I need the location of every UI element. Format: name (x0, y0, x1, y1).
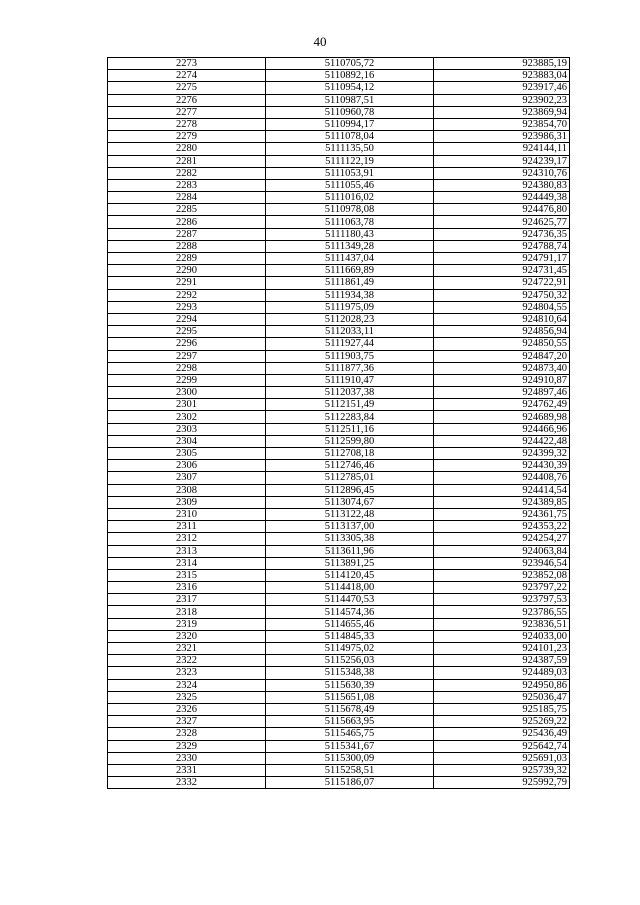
y-coordinate-cell: 923986,31 (434, 131, 570, 143)
x-coordinate-cell: 5112033,11 (266, 326, 434, 338)
table-row (108, 253, 570, 265)
x-coordinate-cell: 5113137,00 (266, 521, 434, 533)
x-coordinate-cell: 5113891,25 (266, 557, 434, 569)
y-coordinate-cell: 924422,48 (434, 435, 570, 447)
point-number-cell: 2326 (108, 703, 266, 715)
y-coordinate-cell: 923917,46 (434, 82, 570, 94)
point-number-cell: 2303 (108, 423, 266, 435)
table-row (108, 167, 570, 179)
point-number-cell: 2310 (108, 508, 266, 520)
table-row (108, 411, 570, 423)
table-row (108, 338, 570, 350)
y-coordinate-cell: 923869,94 (434, 106, 570, 118)
x-coordinate-cell: 5110954,12 (266, 82, 434, 94)
x-coordinate-cell: 5114975,02 (266, 643, 434, 655)
table-row (108, 289, 570, 301)
table-row (108, 143, 570, 155)
y-coordinate-cell: 924950,86 (434, 679, 570, 691)
point-number-cell: 2318 (108, 606, 266, 618)
x-coordinate-cell: 5112151,49 (266, 399, 434, 411)
x-coordinate-cell: 5111063,78 (266, 216, 434, 228)
y-coordinate-cell: 924033,00 (434, 630, 570, 642)
point-number-cell: 2314 (108, 557, 266, 569)
table-row (108, 399, 570, 411)
point-number-cell: 2311 (108, 521, 266, 533)
point-number-cell: 2304 (108, 435, 266, 447)
y-coordinate-cell: 923852,08 (434, 569, 570, 581)
point-number-cell: 2329 (108, 740, 266, 752)
x-coordinate-cell: 5114655,46 (266, 618, 434, 630)
x-coordinate-cell: 5112028,23 (266, 313, 434, 325)
point-number-cell: 2291 (108, 277, 266, 289)
table-row (108, 728, 570, 740)
table-row (108, 594, 570, 606)
y-coordinate-cell: 923902,23 (434, 94, 570, 106)
table-row (108, 204, 570, 216)
point-number-cell: 2290 (108, 265, 266, 277)
y-coordinate-cell: 924414,54 (434, 484, 570, 496)
y-coordinate-cell: 925691,03 (434, 752, 570, 764)
y-coordinate-cell: 923854,70 (434, 118, 570, 130)
x-coordinate-cell: 5112511,16 (266, 423, 434, 435)
point-number-cell: 2302 (108, 411, 266, 423)
x-coordinate-cell: 5112708,18 (266, 448, 434, 460)
x-coordinate-cell: 5112785,01 (266, 472, 434, 484)
point-number-cell: 2293 (108, 301, 266, 313)
x-coordinate-cell: 5110960,78 (266, 106, 434, 118)
point-number-cell: 2327 (108, 716, 266, 728)
table-row (108, 630, 570, 642)
point-number-cell: 2324 (108, 679, 266, 691)
x-coordinate-cell: 5111053,91 (266, 167, 434, 179)
y-coordinate-cell: 924625,77 (434, 216, 570, 228)
x-coordinate-cell: 5114418,00 (266, 582, 434, 594)
x-coordinate-cell: 5113305,38 (266, 533, 434, 545)
table-row (108, 643, 570, 655)
table-row (108, 691, 570, 703)
table-row (108, 118, 570, 130)
table-row (108, 313, 570, 325)
x-coordinate-cell: 5112896,45 (266, 484, 434, 496)
x-coordinate-cell: 5112037,38 (266, 387, 434, 399)
x-coordinate-cell: 5111877,36 (266, 362, 434, 374)
table-row (108, 618, 570, 630)
x-coordinate-cell: 5113074,67 (266, 496, 434, 508)
table-row (108, 265, 570, 277)
point-number-cell: 2312 (108, 533, 266, 545)
y-coordinate-cell: 924762,49 (434, 399, 570, 411)
table-row (108, 362, 570, 374)
point-number-cell: 2281 (108, 155, 266, 167)
point-number-cell: 2278 (108, 118, 266, 130)
x-coordinate-cell: 5110987,51 (266, 94, 434, 106)
y-coordinate-cell: 924873,40 (434, 362, 570, 374)
y-coordinate-cell: 923883,04 (434, 70, 570, 82)
point-number-cell: 2316 (108, 582, 266, 594)
x-coordinate-cell: 5115663,95 (266, 716, 434, 728)
point-number-cell: 2319 (108, 618, 266, 630)
point-number-cell: 2275 (108, 82, 266, 94)
point-number-cell: 2317 (108, 594, 266, 606)
point-number-cell: 2274 (108, 70, 266, 82)
y-coordinate-cell: 923885,19 (434, 58, 570, 70)
y-coordinate-cell: 924791,17 (434, 253, 570, 265)
coordinates-table-body (108, 58, 570, 789)
x-coordinate-cell: 5111861,49 (266, 277, 434, 289)
point-number-cell: 2288 (108, 240, 266, 252)
point-number-cell: 2307 (108, 472, 266, 484)
x-coordinate-cell: 5111135,50 (266, 143, 434, 155)
table-row (108, 545, 570, 557)
x-coordinate-cell: 5111910,47 (266, 374, 434, 386)
point-number-cell: 2283 (108, 179, 266, 191)
point-number-cell: 2321 (108, 643, 266, 655)
x-coordinate-cell: 5115341,67 (266, 740, 434, 752)
table-row (108, 94, 570, 106)
point-number-cell: 2331 (108, 764, 266, 776)
table-row (108, 387, 570, 399)
table-row (108, 496, 570, 508)
y-coordinate-cell: 925739,32 (434, 764, 570, 776)
x-coordinate-cell: 5111934,38 (266, 289, 434, 301)
point-number-cell: 2320 (108, 630, 266, 642)
x-coordinate-cell: 5110892,16 (266, 70, 434, 82)
point-number-cell: 2280 (108, 143, 266, 155)
point-number-cell: 2277 (108, 106, 266, 118)
point-number-cell: 2276 (108, 94, 266, 106)
x-coordinate-cell: 5111349,28 (266, 240, 434, 252)
table-row (108, 521, 570, 533)
y-coordinate-cell: 924856,94 (434, 326, 570, 338)
point-number-cell: 2294 (108, 313, 266, 325)
point-number-cell: 2330 (108, 752, 266, 764)
table-row (108, 679, 570, 691)
y-coordinate-cell: 924380,83 (434, 179, 570, 191)
table-row (108, 192, 570, 204)
point-number-cell: 2313 (108, 545, 266, 557)
table-row (108, 472, 570, 484)
x-coordinate-cell: 5113611,96 (266, 545, 434, 557)
y-coordinate-cell: 924408,76 (434, 472, 570, 484)
point-number-cell: 2273 (108, 58, 266, 70)
y-coordinate-cell: 924353,22 (434, 521, 570, 533)
point-number-cell: 2299 (108, 374, 266, 386)
y-coordinate-cell: 924254,27 (434, 533, 570, 545)
table-row (108, 131, 570, 143)
y-coordinate-cell: 924788,74 (434, 240, 570, 252)
table-row (108, 70, 570, 82)
point-number-cell: 2328 (108, 728, 266, 740)
table-row (108, 460, 570, 472)
point-number-cell: 2305 (108, 448, 266, 460)
table-row (108, 448, 570, 460)
y-coordinate-cell: 923946,54 (434, 557, 570, 569)
table-row (108, 533, 570, 545)
point-number-cell: 2332 (108, 777, 266, 789)
table-row (108, 777, 570, 789)
table-row (108, 703, 570, 715)
table-row (108, 155, 570, 167)
x-coordinate-cell: 5111437,04 (266, 253, 434, 265)
point-number-cell: 2315 (108, 569, 266, 581)
point-number-cell: 2279 (108, 131, 266, 143)
y-coordinate-cell: 924239,17 (434, 155, 570, 167)
y-coordinate-cell: 924389,85 (434, 496, 570, 508)
x-coordinate-cell: 5112599,80 (266, 435, 434, 447)
x-coordinate-cell: 5114845,33 (266, 630, 434, 642)
table-row (108, 240, 570, 252)
y-coordinate-cell: 923836,51 (434, 618, 570, 630)
point-number-cell: 2297 (108, 350, 266, 362)
point-number-cell: 2289 (108, 253, 266, 265)
point-number-cell: 2295 (108, 326, 266, 338)
x-coordinate-cell: 5113122,48 (266, 508, 434, 520)
y-coordinate-cell: 924310,76 (434, 167, 570, 179)
table-row (108, 752, 570, 764)
y-coordinate-cell: 924430,39 (434, 460, 570, 472)
x-coordinate-cell: 5114574,36 (266, 606, 434, 618)
table-row (108, 484, 570, 496)
point-number-cell: 2323 (108, 667, 266, 679)
table-row (108, 716, 570, 728)
point-number-cell: 2284 (108, 192, 266, 204)
y-coordinate-cell: 925185,75 (434, 703, 570, 715)
table-row (108, 106, 570, 118)
y-coordinate-cell: 924897,46 (434, 387, 570, 399)
x-coordinate-cell: 5111669,89 (266, 265, 434, 277)
x-coordinate-cell: 5115630,39 (266, 679, 434, 691)
x-coordinate-cell: 5115651,08 (266, 691, 434, 703)
point-number-cell: 2309 (108, 496, 266, 508)
table-row (108, 423, 570, 435)
point-number-cell: 2306 (108, 460, 266, 472)
y-coordinate-cell: 924804,55 (434, 301, 570, 313)
table-row (108, 606, 570, 618)
y-coordinate-cell: 925036,47 (434, 691, 570, 703)
table-row (108, 228, 570, 240)
x-coordinate-cell: 5111055,46 (266, 179, 434, 191)
y-coordinate-cell: 924750,32 (434, 289, 570, 301)
x-coordinate-cell: 5110705,72 (266, 58, 434, 70)
y-coordinate-cell: 924101,23 (434, 643, 570, 655)
y-coordinate-cell: 924847,20 (434, 350, 570, 362)
point-number-cell: 2285 (108, 204, 266, 216)
x-coordinate-cell: 5111180,43 (266, 228, 434, 240)
y-coordinate-cell: 924144,11 (434, 143, 570, 155)
table-row (108, 557, 570, 569)
x-coordinate-cell: 5111078,04 (266, 131, 434, 143)
y-coordinate-cell: 924736,35 (434, 228, 570, 240)
x-coordinate-cell: 5115258,51 (266, 764, 434, 776)
table-row (108, 435, 570, 447)
y-coordinate-cell: 924722,91 (434, 277, 570, 289)
x-coordinate-cell: 5114470,53 (266, 594, 434, 606)
point-number-cell: 2300 (108, 387, 266, 399)
table-row (108, 350, 570, 362)
y-coordinate-cell: 923786,55 (434, 606, 570, 618)
table-row (108, 374, 570, 386)
table-row (108, 82, 570, 94)
x-coordinate-cell: 5111975,09 (266, 301, 434, 313)
table-row (108, 326, 570, 338)
table-row (108, 569, 570, 581)
y-coordinate-cell: 924910,87 (434, 374, 570, 386)
y-coordinate-cell: 923797,22 (434, 582, 570, 594)
page-number: 40 (313, 34, 327, 49)
x-coordinate-cell: 5115186,07 (266, 777, 434, 789)
point-number-cell: 2325 (108, 691, 266, 703)
x-coordinate-cell: 5115465,75 (266, 728, 434, 740)
point-number-cell: 2301 (108, 399, 266, 411)
y-coordinate-cell: 924063,84 (434, 545, 570, 557)
point-number-cell: 2286 (108, 216, 266, 228)
y-coordinate-cell: 924850,55 (434, 338, 570, 350)
y-coordinate-cell: 924449,38 (434, 192, 570, 204)
point-number-cell: 2298 (108, 362, 266, 374)
y-coordinate-cell: 925642,74 (434, 740, 570, 752)
table-row (108, 582, 570, 594)
table-row (108, 667, 570, 679)
x-coordinate-cell: 5115300,09 (266, 752, 434, 764)
x-coordinate-cell: 5112746,46 (266, 460, 434, 472)
x-coordinate-cell: 5111122,19 (266, 155, 434, 167)
y-coordinate-cell: 924476,80 (434, 204, 570, 216)
y-coordinate-cell: 925992,79 (434, 777, 570, 789)
table-row (108, 764, 570, 776)
y-coordinate-cell: 925269,22 (434, 716, 570, 728)
y-coordinate-cell: 924731,45 (434, 265, 570, 277)
y-coordinate-cell: 924489,03 (434, 667, 570, 679)
table-row (108, 301, 570, 313)
point-number-cell: 2296 (108, 338, 266, 350)
point-number-cell: 2292 (108, 289, 266, 301)
x-coordinate-cell: 5115678,49 (266, 703, 434, 715)
x-coordinate-cell: 5110978,08 (266, 204, 434, 216)
y-coordinate-cell: 924387,59 (434, 655, 570, 667)
table-row (108, 58, 570, 70)
coordinates-table (107, 57, 570, 789)
x-coordinate-cell: 5114120,45 (266, 569, 434, 581)
point-number-cell: 2308 (108, 484, 266, 496)
y-coordinate-cell: 924810,64 (434, 313, 570, 325)
x-coordinate-cell: 5115348,38 (266, 667, 434, 679)
x-coordinate-cell: 5111927,44 (266, 338, 434, 350)
table-row (108, 216, 570, 228)
table-row (108, 508, 570, 520)
point-number-cell: 2287 (108, 228, 266, 240)
x-coordinate-cell: 5111903,75 (266, 350, 434, 362)
x-coordinate-cell: 5110994,17 (266, 118, 434, 130)
y-coordinate-cell: 924689,98 (434, 411, 570, 423)
y-coordinate-cell: 924399,32 (434, 448, 570, 460)
x-coordinate-cell: 5111016,02 (266, 192, 434, 204)
table-row (108, 655, 570, 667)
x-coordinate-cell: 5115256,03 (266, 655, 434, 667)
y-coordinate-cell: 923797,53 (434, 594, 570, 606)
table-row (108, 740, 570, 752)
x-coordinate-cell: 5112283,84 (266, 411, 434, 423)
table-row (108, 277, 570, 289)
table-row (108, 179, 570, 191)
y-coordinate-cell: 924361,75 (434, 508, 570, 520)
y-coordinate-cell: 925436,49 (434, 728, 570, 740)
point-number-cell: 2322 (108, 655, 266, 667)
y-coordinate-cell: 924466,96 (434, 423, 570, 435)
point-number-cell: 2282 (108, 167, 266, 179)
